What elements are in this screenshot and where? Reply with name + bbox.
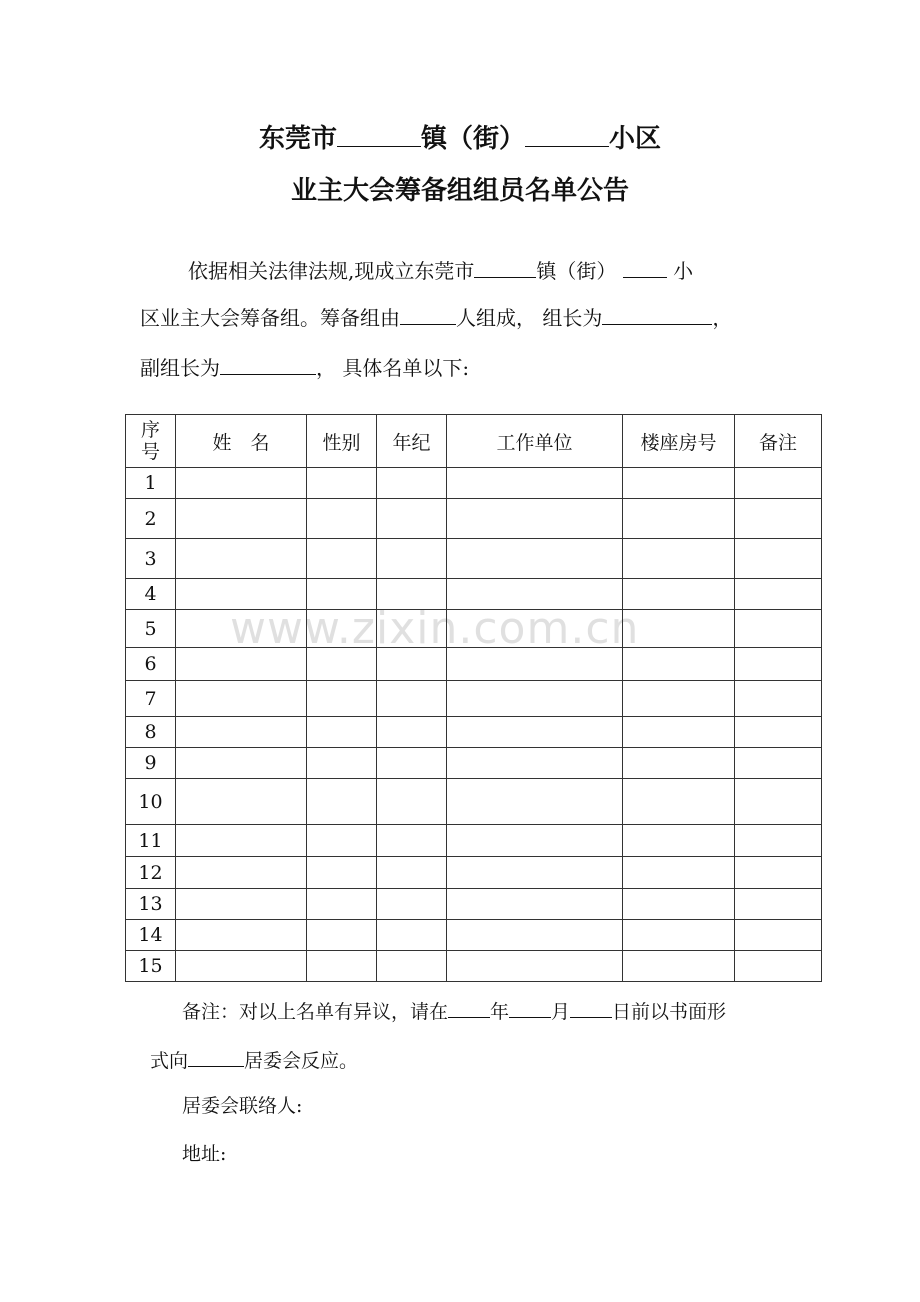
table-cell [735,681,822,717]
table-cell [447,648,623,681]
table-cell [735,920,822,951]
row-number: 4 [126,579,176,610]
table-cell [447,499,623,539]
table-cell [447,951,623,982]
row-number: 15 [126,951,176,982]
town-blank [337,121,421,147]
table-cell [176,889,307,920]
table-cell [735,717,822,748]
table-cell [176,825,307,857]
table-cell [623,779,735,825]
title-town: 镇（街） [420,124,525,154]
committee-blank [188,1048,244,1067]
table-cell [377,889,447,920]
header-room: 楼座房号 [623,415,735,468]
table-cell [377,539,447,579]
table-cell [307,648,377,681]
table-cell [623,825,735,857]
table-cell [735,779,822,825]
header-work-unit: 工作单位 [447,415,623,468]
table-cell [307,499,377,539]
row-number: 7 [126,681,176,717]
table-cell [623,610,735,648]
table-cell [735,748,822,779]
table-cell [735,857,822,889]
table-cell [176,681,307,717]
table-cell [176,779,307,825]
table-row [126,681,822,717]
intro-town-blank [474,258,536,278]
watermark: www.zixin.com.cn [230,603,640,654]
day-blank [570,999,612,1018]
table-cell [176,717,307,748]
table-cell [176,920,307,951]
year-blank [448,999,490,1018]
table-cell [447,857,623,889]
table-cell [377,857,447,889]
table-cell [176,579,307,610]
table-cell [623,499,735,539]
table-cell [377,951,447,982]
member-table [125,414,822,982]
table-cell [623,920,735,951]
header-remark: 备注 [735,415,822,468]
footer-contact: 居委会联络人: [182,1095,303,1117]
table-cell [447,468,623,499]
table-cell [735,610,822,648]
table-cell [307,857,377,889]
row-number: 5 [126,610,176,648]
table-cell [377,681,447,717]
row-number: 6 [126,648,176,681]
table-cell [176,499,307,539]
table-row [126,889,822,920]
table-cell [623,539,735,579]
header-age: 年纪 [377,415,447,468]
footer-address: 地址: [182,1143,227,1165]
table-cell [377,499,447,539]
table-cell [307,681,377,717]
table-cell [307,468,377,499]
table-cell [377,468,447,499]
member-count-blank [400,305,456,325]
title-city: 东莞市 [258,124,337,154]
table-cell [735,579,822,610]
table-cell [377,648,447,681]
table-cell [623,951,735,982]
header-gender: 性别 [307,415,377,468]
footer-note: 备注：对以上名单有异议，请在 年 月 日前以书面形 [182,999,726,1022]
intro-text: 镇（街） [536,259,617,283]
intro-community-blank [623,258,667,278]
table-row [126,951,822,982]
table-cell [377,825,447,857]
table-cell [735,468,822,499]
leader-blank [602,305,712,325]
intro-text: 小 [673,259,694,283]
table-cell [377,717,447,748]
table-row [126,468,822,499]
table-cell [447,539,623,579]
table-cell [176,468,307,499]
row-number: 12 [126,857,176,889]
table-cell [307,825,377,857]
table-cell [447,779,623,825]
table-cell [307,951,377,982]
table-cell [176,648,307,681]
intro-text: 副组长为 [140,356,220,380]
table-cell [623,648,735,681]
table-cell [447,717,623,748]
table-cell [176,610,307,648]
table-header-row [126,415,822,468]
table-row [126,539,822,579]
table-row [126,825,822,857]
row-number: 10 [126,779,176,825]
intro-line-1 [188,258,693,281]
table-cell [623,579,735,610]
table-row [126,920,822,951]
table-cell [377,610,447,648]
table-cell [447,889,623,920]
table-cell [176,539,307,579]
row-number: 1 [126,468,176,499]
table-row [126,648,822,681]
table-row [126,579,822,610]
intro-line-3 [140,355,469,378]
table-cell [307,889,377,920]
footer-note-2: 式向 居委会反应。 [150,1048,358,1071]
table-cell [735,951,822,982]
table-row [126,779,822,825]
table-row [126,748,822,779]
intro-text: ， 具体名单以下: [316,356,470,380]
intro-text: 区业主大会筹备组。筹备组由 [140,306,400,330]
intro-line-2 [140,305,732,328]
table-cell [307,717,377,748]
table-cell [447,748,623,779]
table-cell [447,681,623,717]
intro-text: 人组成， 组长为 [456,306,603,330]
table-cell [307,748,377,779]
title-community: 小区 [609,124,662,154]
table-cell [447,825,623,857]
title-line-1 [0,118,920,155]
table-cell [623,681,735,717]
table-cell [307,610,377,648]
table-cell [623,468,735,499]
table-cell [176,951,307,982]
row-number: 9 [126,748,176,779]
table-cell [447,920,623,951]
table-cell [735,648,822,681]
table-cell [447,579,623,610]
table-cell [735,889,822,920]
table-cell [623,857,735,889]
row-number: 14 [126,920,176,951]
table-cell [735,499,822,539]
table-row [126,499,822,539]
row-number: 2 [126,499,176,539]
table-cell [623,748,735,779]
table-row [126,610,822,648]
vice-leader-blank [220,355,316,375]
table-cell [307,579,377,610]
table-row [126,717,822,748]
table-row [126,857,822,889]
header-seq: 序 号 [126,415,176,468]
table-cell [735,539,822,579]
month-blank [509,999,551,1018]
community-blank [525,121,609,147]
table-cell [176,748,307,779]
table-cell [176,857,307,889]
table-cell [377,779,447,825]
table-cell [307,920,377,951]
row-number: 13 [126,889,176,920]
row-number: 11 [126,825,176,857]
title-line-2: 业主大会筹备组组员名单公告 [290,176,629,206]
intro-text: ， [712,306,733,330]
table-cell [623,717,735,748]
header-name: 姓 名 [176,415,307,468]
table-cell [307,539,377,579]
row-number: 3 [126,539,176,579]
table-cell [623,889,735,920]
intro-text: 依据相关法律法规,现成立东莞市 [188,259,475,283]
table-cell [735,825,822,857]
table-cell [377,579,447,610]
table-cell [377,920,447,951]
row-number: 8 [126,717,176,748]
table-cell [377,748,447,779]
table-cell [447,610,623,648]
table-cell [307,779,377,825]
